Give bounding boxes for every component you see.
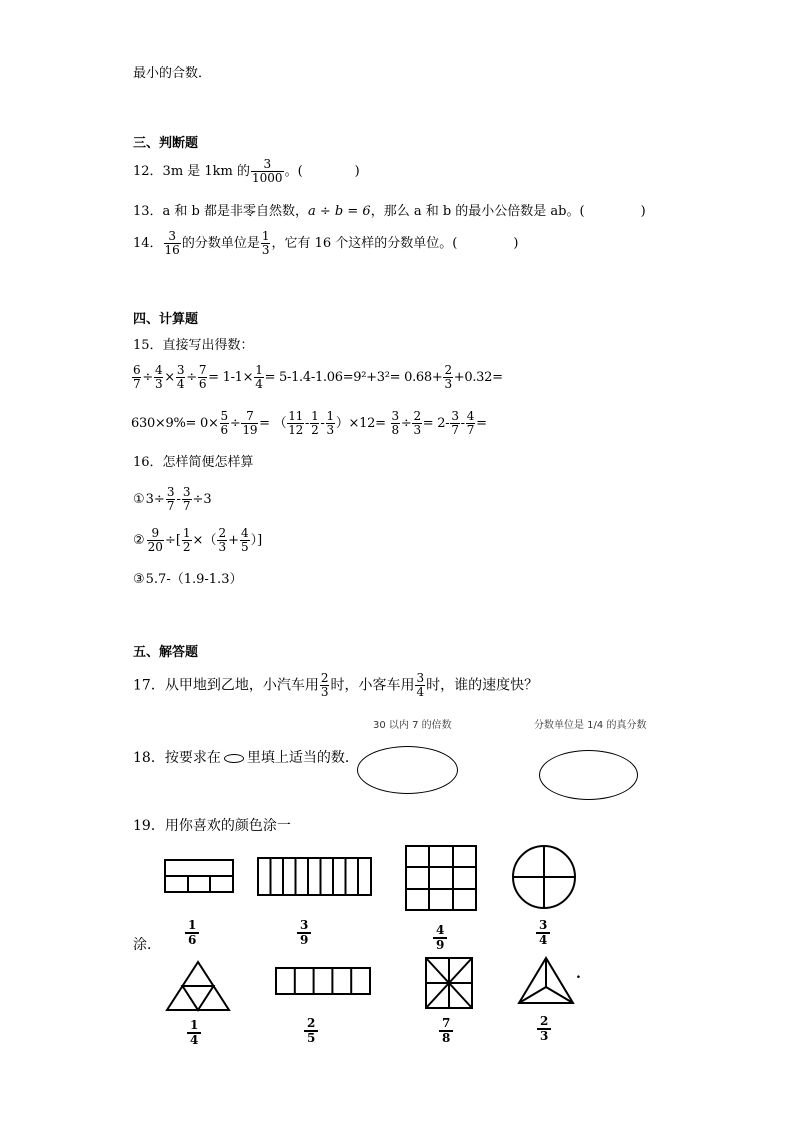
frac-num: 3 (391, 409, 399, 423)
q15-r1-expr-3: 5-1.4-1.06= (279, 370, 354, 385)
frac-num: 3 (416, 671, 425, 685)
q15-r1-expr-5: 0.68+ (404, 370, 443, 385)
shape-triangle-3-parts[interactable] (519, 958, 573, 1003)
frac-den: 7 (133, 377, 141, 391)
frac-den: 7 (166, 499, 175, 513)
q15-r2-expr-1: 630×9%= (131, 416, 197, 431)
operator: - (304, 416, 310, 431)
q14-paren-close: ) (513, 236, 519, 251)
q14-num1: 3 (168, 229, 176, 243)
frac-num: 3 (166, 485, 175, 499)
equals: = (259, 416, 270, 431)
q14-text-2: ，它有 16 个这样的分数单位。( (271, 236, 458, 251)
shape-rect-2x3[interactable] (165, 860, 233, 892)
question-15-title: 15．直接写出得数： (133, 338, 254, 353)
frac-den: 5 (241, 540, 249, 554)
frac-den: 7 (182, 499, 191, 513)
frac-den: 6 (198, 377, 207, 391)
frac-den: 3 (413, 423, 421, 437)
frac-num: 2 (307, 1016, 316, 1030)
frac-num: 1 (188, 918, 197, 932)
q12-num: 3 (263, 157, 272, 171)
frac-den: 3 (444, 377, 452, 391)
operator: × (164, 370, 175, 385)
equals: = (476, 416, 487, 431)
label-fraction-1 (185, 914, 199, 947)
frac-num: 7 (442, 1016, 451, 1030)
frac-num: 3 (300, 918, 309, 932)
q15-r2-expr-5: 2- (437, 416, 450, 431)
q14-num2: 1 (261, 229, 270, 243)
q18-text-2: 里填上适当的数． (246, 750, 359, 766)
q13-expression: a ÷ b = 6 (308, 204, 371, 219)
operator: ÷ (186, 370, 197, 385)
frac-den: 2 (182, 540, 191, 554)
frac-den: 2 (311, 423, 319, 437)
frac-den: 3 (326, 423, 334, 437)
frac-den: 8 (391, 423, 399, 437)
frac-num: 4 (466, 409, 475, 423)
operator: + (228, 533, 239, 548)
frac-num: 3 (176, 363, 185, 377)
frac-den: 4 (187, 1032, 201, 1047)
q15-r1-expr-4: 9²+3²= (353, 370, 401, 385)
stray-dot: . (576, 966, 581, 982)
section-title-calc: 四、计算题 (133, 312, 199, 327)
operator: ÷ (400, 416, 412, 431)
previous-question-tail: 最小的合数． (133, 66, 212, 81)
q13-text: 13．a 和 b 都是非零自然数， (133, 204, 309, 219)
frac-num: 4 (436, 923, 445, 937)
frac-num: 3 (451, 409, 459, 423)
frac-den: 5 (304, 1030, 318, 1045)
frac-den: 3 (218, 540, 227, 554)
frac-den: 7 (451, 423, 459, 437)
expr: ÷3 (192, 492, 212, 507)
ellipse-label-multiples: 30 以内 7 的倍数 (373, 720, 452, 731)
equals: = (422, 416, 434, 431)
frac-num: 1 (190, 1018, 199, 1032)
section-title-judge: 三、判断题 (133, 136, 199, 151)
q12-paren-open: 。( (284, 164, 303, 179)
section-title-answer: 五、解答题 (133, 645, 199, 660)
operator: ÷ (142, 370, 153, 385)
q18-text: 18．按要求在 (133, 750, 221, 766)
frac-den: 3 (154, 377, 163, 391)
frac-num: 2 (218, 526, 227, 540)
frac-num: 11 (288, 409, 303, 423)
frac-den: 4 (255, 377, 263, 391)
operator: - (460, 416, 465, 431)
shape-triangle-4-parts[interactable] (167, 962, 229, 1010)
frac-num: 7 (246, 409, 254, 423)
operator: ÷ (229, 416, 241, 431)
q17-text-3: 时，谁的速度快？ (426, 677, 539, 694)
frac-den: 6 (220, 423, 228, 437)
frac-num: 4 (154, 363, 163, 377)
question-16-title: 16．怎样简便怎样算 (133, 455, 254, 470)
equals: = (264, 370, 276, 385)
frac-num: 6 (133, 363, 141, 377)
shape-grid-3x3[interactable] (406, 846, 476, 910)
q13-paren-close: ) (640, 204, 646, 219)
frac-den: 6 (185, 932, 199, 947)
q14-number: 14． (133, 236, 163, 251)
q12-text: 12．3m 是 1km 的 (133, 164, 251, 179)
frac-den: 9 (297, 932, 311, 947)
expr: ×（ (192, 533, 217, 548)
q14-text: 的分数单位是 (181, 236, 260, 251)
q14-den2: 3 (261, 243, 270, 257)
circled-number-1: ① (133, 491, 145, 507)
frac-den: 7 (466, 423, 475, 437)
frac-num: 2 (320, 671, 329, 685)
frac-num: 2 (540, 1014, 549, 1028)
label-fraction-2 (297, 914, 311, 947)
equals: = (208, 370, 219, 385)
frac-den: 12 (288, 423, 303, 437)
label-fraction-5 (187, 1014, 201, 1047)
shape-circle-quarters[interactable] (513, 846, 575, 908)
shape-rect-5-parts[interactable] (276, 968, 370, 994)
operator: - (176, 492, 181, 507)
ellipse-label-fractions: 分数单位是 1/4 的真分数 (534, 720, 647, 731)
circled-number-3: ③ (133, 571, 145, 587)
label-fraction-3 (433, 919, 447, 952)
question-19: 19．用你喜欢的颜色涂一 (133, 818, 291, 834)
q15-r2-expr-2: 0× (199, 416, 219, 431)
label-fraction-7 (439, 1012, 453, 1045)
frac-den: 20 (147, 540, 163, 554)
frac-num: 1 (255, 363, 263, 377)
label-fraction-6 (304, 1012, 318, 1045)
q15-r1-expr-5b: +0.32= (453, 370, 503, 385)
paren-open: （ (273, 416, 287, 431)
frac-num: 3 (539, 918, 548, 932)
frac-num: 3 (182, 485, 191, 499)
frac-den: 19 (242, 423, 258, 437)
frac-num: 9 (151, 526, 160, 540)
label-fraction-4 (536, 914, 550, 947)
frac-den: 4 (176, 377, 185, 391)
frac-num: 7 (198, 363, 207, 377)
frac-num: 1 (311, 409, 319, 423)
frac-den: 4 (536, 932, 550, 947)
expr: 5.7-（1.9-1.3） (145, 572, 243, 587)
question-19-tail: 涂． (133, 937, 161, 953)
q14-den1: 16 (164, 243, 180, 257)
frac-den: 3 (320, 685, 329, 699)
shape-square-8-parts[interactable] (426, 958, 472, 1008)
frac-den: 9 (433, 937, 447, 952)
frac-num: 5 (220, 409, 228, 423)
circled-number-2: ② (133, 532, 145, 548)
frac-num: 2 (413, 409, 421, 423)
frac-num: 4 (241, 526, 249, 540)
frac-den: 3 (537, 1028, 551, 1043)
frac-num: 2 (444, 363, 452, 377)
q13-text-2: ，那么 a 和 b 的最小公倍数是 ab。( (370, 204, 585, 219)
expr: ÷[ (164, 533, 181, 548)
expr: ）] (250, 533, 263, 548)
q12-paren-close: ) (354, 164, 360, 179)
frac-num: 1 (182, 526, 191, 540)
label-fraction-8 (537, 1010, 551, 1043)
frac-num: 1 (326, 409, 334, 423)
frac-den: 4 (416, 685, 425, 699)
shape-rect-9-strips[interactable] (258, 858, 371, 895)
q12-den: 1000 (252, 171, 283, 185)
q15-r1-expr-2: 1-1× (222, 370, 254, 385)
frac-den: 8 (439, 1030, 453, 1045)
q15-r2-expr-3b: ）×12= (335, 416, 386, 431)
q17-text-2: 时，小客车用 (330, 677, 415, 694)
q17-text: 17．从甲地到乙地，小汽车用 (133, 677, 319, 694)
expr: 3÷ (145, 492, 165, 507)
operator: - (320, 416, 325, 431)
